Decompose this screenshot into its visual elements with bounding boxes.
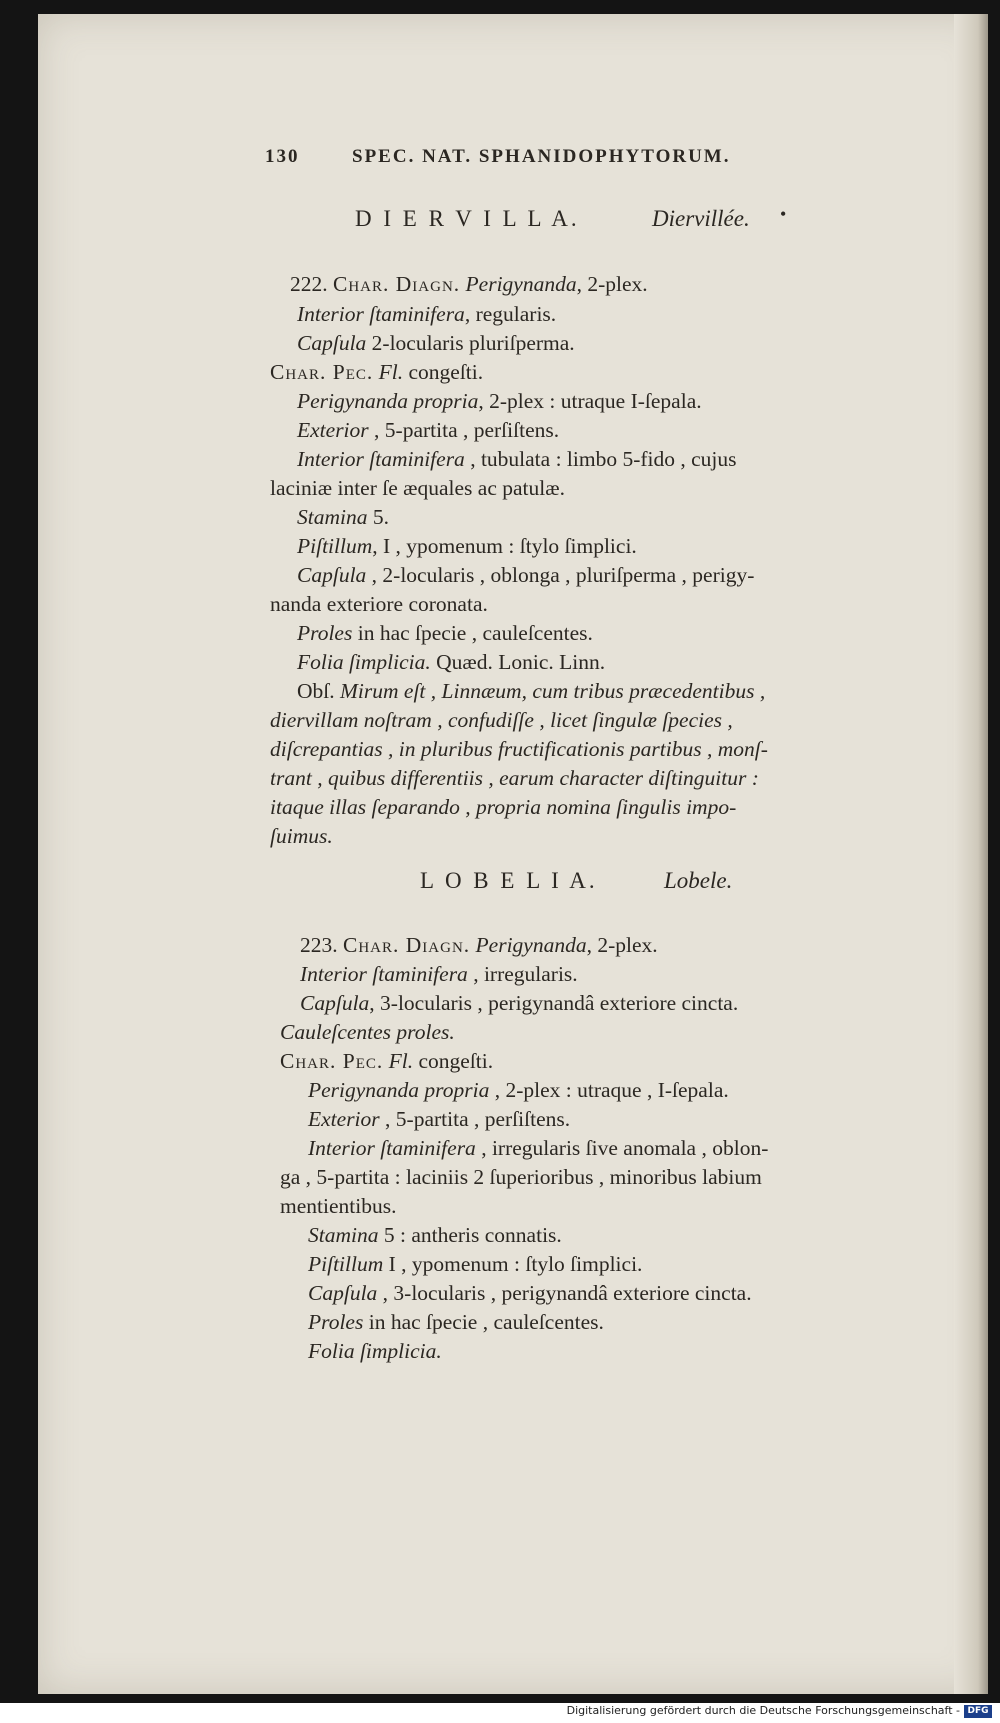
line-tx: I , ypomenum : ſtylo ſimplici.	[383, 1252, 643, 1276]
line-it: itaque illas ſeparando , propria nomina ſingulis impo-	[270, 795, 737, 819]
line-it: Interior ſtaminifera	[297, 447, 465, 471]
line-tx: , tubulata : limbo 5-fido , cujus	[464, 447, 737, 471]
line-it: Capſula	[308, 1281, 378, 1305]
text-line	[297, 621, 593, 646]
line-num: 222.	[290, 272, 328, 296]
text-line	[297, 534, 637, 559]
line-tx: , 2-plex.	[576, 272, 648, 296]
text-line	[300, 991, 738, 1016]
line-it: diſcrepantias , in pluribus fructificationis partibus , monſ-	[270, 737, 768, 761]
text-line	[280, 1049, 493, 1074]
line-it: Piſtillum	[297, 534, 373, 558]
text-line	[270, 737, 768, 762]
line-sc: Char. Pec.	[280, 1049, 384, 1073]
line-tx: , irregularis.	[467, 962, 578, 986]
text-line	[297, 563, 754, 588]
line-it: trant , quibus differentiis , earum character diſtinguitur :	[270, 766, 759, 790]
text-line	[308, 1078, 729, 1103]
line-tx: , 5-partita , perſiſtens.	[379, 1107, 571, 1131]
footer-credit: Digitalisierung gefördert durch die Deutsche Forschungsgemeinschaft -	[566, 1704, 960, 1717]
line-it: Piſtillum	[308, 1252, 384, 1276]
line-it: Perigynanda	[465, 272, 577, 296]
line-it: ſuimus.	[270, 824, 333, 848]
line-tx: , 2-plex.	[586, 933, 658, 957]
text-line	[297, 302, 556, 327]
line-it: Interior ſtaminifera	[297, 302, 465, 326]
line-num: 223.	[300, 933, 338, 957]
text-line	[297, 505, 389, 530]
line-it: Proles	[308, 1310, 364, 1334]
line-tx: , irregularis ſive anomala , oblon-	[475, 1136, 769, 1160]
line-it: Perigynanda propria	[308, 1078, 490, 1102]
text-line	[270, 476, 565, 501]
line-tx: , 2-locularis , oblonga , pluriſperma , perigy-	[366, 563, 755, 587]
line-tx: , I , ypomenum : ſtylo ſimplici.	[372, 534, 637, 558]
text-line	[308, 1281, 752, 1306]
text-line	[270, 824, 333, 849]
line-tx: , 2-plex : utraque , I-ſepala.	[489, 1078, 729, 1102]
running-head: SPEC. NAT. SPHANIDOPHYTORUM.	[352, 146, 731, 167]
text-line	[270, 360, 483, 385]
text-line	[297, 447, 737, 472]
line-it: Capſula	[297, 563, 367, 587]
line-tx: laciniæ inter ſe æquales ac patulæ.	[270, 476, 565, 500]
line-tx: 2-locularis pluriſperma.	[366, 331, 575, 355]
line-tx: 5 : antheris connatis.	[378, 1223, 562, 1247]
line-it: Interior ſtaminifera	[308, 1136, 476, 1160]
line-tx: congeſti.	[403, 360, 484, 384]
line-it: Folia ſimplicia.	[308, 1339, 442, 1363]
text-line	[297, 418, 559, 443]
line-it: Folia ſimplicia.	[297, 650, 431, 674]
line-tx: mentientibus.	[280, 1194, 397, 1218]
text-line	[300, 962, 578, 987]
text-line	[300, 933, 658, 958]
line-tx: , 3-locularis , perigynandâ exteriore cincta.	[377, 1281, 752, 1305]
text-line	[308, 1107, 570, 1132]
line-it: Capſula	[300, 991, 370, 1015]
line-it: Cauleſcentes proles.	[280, 1020, 455, 1044]
line-it: Perigynanda	[475, 933, 587, 957]
genus-heading-diervilla: D I E R V I L L A.	[355, 206, 580, 231]
line-sc: Char. Diagn.	[333, 272, 461, 296]
text-line	[308, 1136, 768, 1161]
text-line	[270, 795, 736, 820]
text-line	[308, 1223, 562, 1248]
line-it: diervillam noſtram , confudiſſe , licet ſingulæ ſpecies ,	[270, 708, 733, 732]
text-line	[308, 1252, 642, 1277]
line-tx: Quæd. Lonic. Linn.	[430, 650, 606, 674]
line-tx: , 5-partita , perſiſtens.	[368, 418, 560, 442]
text-line	[280, 1165, 762, 1190]
text-line	[270, 592, 488, 617]
text-line	[270, 708, 733, 733]
line-it: Stamina	[297, 505, 368, 529]
text-line	[308, 1339, 442, 1364]
text-line	[297, 389, 702, 414]
vernacular-lobelia: Lobele.	[664, 868, 733, 893]
line-it: Mirum eſt , Linnæum, cum tribus præcedentibus ,	[340, 679, 766, 703]
line-it: Interior ſtaminifera	[300, 962, 468, 986]
line-tx: , regularis.	[464, 302, 557, 326]
page-number: 130	[265, 146, 300, 167]
line-it: Stamina	[308, 1223, 379, 1247]
bullet-mark: •	[780, 204, 787, 224]
text-line	[308, 1310, 604, 1335]
line-tx: in hac ſpecie , cauleſcentes.	[363, 1310, 604, 1334]
line-it: Exterior	[297, 418, 369, 442]
genus-heading-lobelia: L O B E L I A.	[420, 868, 598, 893]
line-sc: Char. Diagn.	[343, 933, 471, 957]
line-it: Fl.	[388, 1049, 414, 1073]
line-tx: Obſ.	[297, 679, 340, 703]
line-tx: congeſti.	[413, 1049, 494, 1073]
line-it: Fl.	[378, 360, 404, 384]
line-sc: Char. Pec.	[270, 360, 374, 384]
text-line	[290, 272, 648, 297]
line-tx: in hac ſpecie , cauleſcentes.	[352, 621, 593, 645]
line-tx: , 3-locularis , perigynandâ exteriore cincta.	[369, 991, 739, 1015]
text-line	[297, 650, 605, 675]
line-tx: , 2-plex : utraque I-ſepala.	[478, 389, 702, 413]
vernacular-diervilla: Diervillée.	[652, 206, 750, 231]
line-it: Proles	[297, 621, 353, 645]
line-tx: nanda exteriore coronata.	[270, 592, 488, 616]
book-page	[38, 14, 988, 1694]
line-it: Exterior	[308, 1107, 380, 1131]
text-line	[297, 331, 575, 356]
line-tx: 5.	[367, 505, 389, 529]
page-edge	[954, 14, 988, 1694]
text-line	[297, 679, 765, 704]
line-it: Capſula	[297, 331, 367, 355]
line-it: Perigynanda propria	[297, 389, 479, 413]
line-tx: ga , 5-partita : laciniis 2 ſuperioribus , minoribus labium	[280, 1165, 762, 1189]
text-line	[280, 1020, 455, 1045]
text-line	[270, 766, 759, 791]
dfg-logo: DFG	[964, 1705, 992, 1718]
text-line	[280, 1194, 396, 1219]
